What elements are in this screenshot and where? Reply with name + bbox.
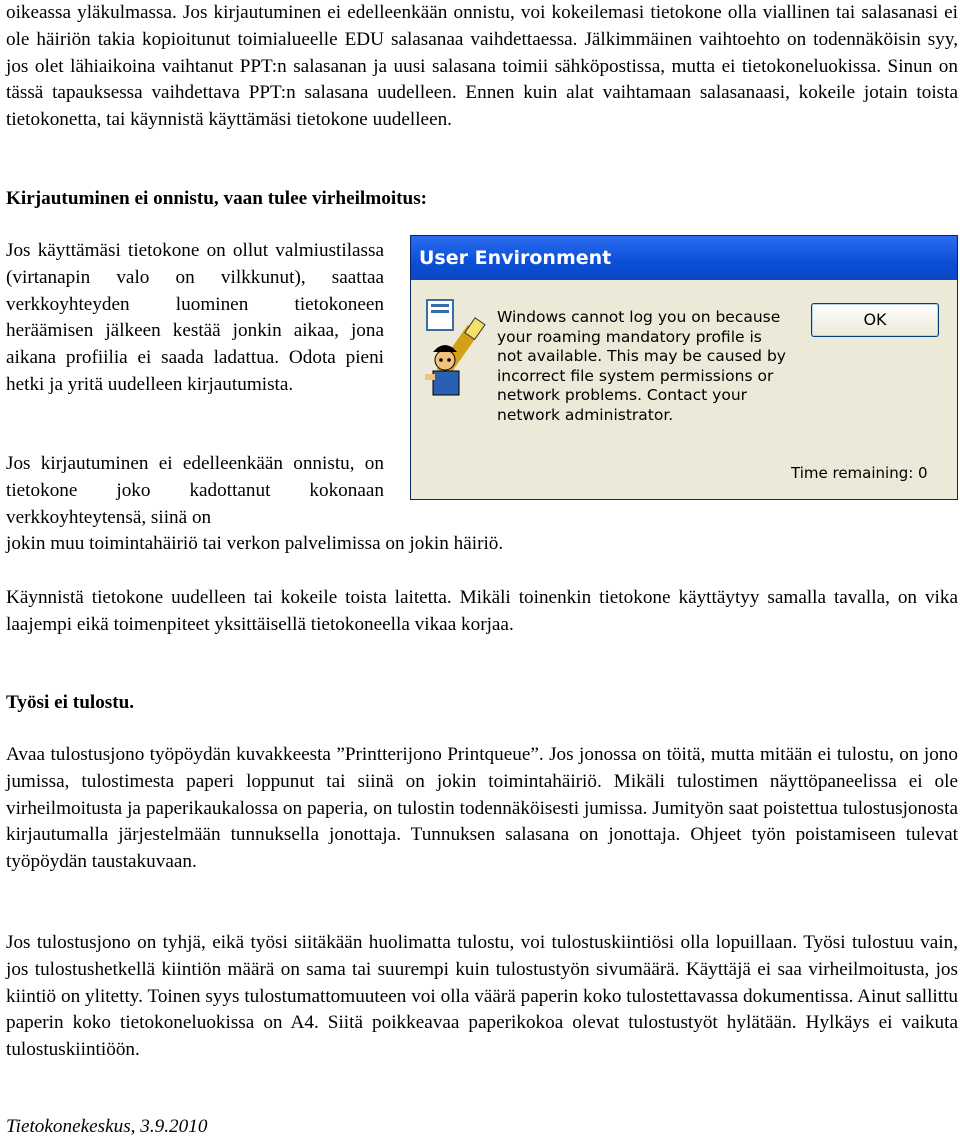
paragraph-intro: oikeassa yläkulmassa. Jos kirjautuminen ei edelleenkään onnistu, voi kokeilemasi tietokone olla viallinen tai salasanasi ei ole häiriön takia kopioitunut toimialueelle EDU salasanaa vaihdettaessa. Jälkimmäinen vaihtoehto on todennäköisin syy, jos olet lähiaikoina vaihtanut PPT:n salasanan ja uusi salasana toimii sähköpostissa, mutta ei tietokoneluokissa. Sinun on tässä tapauksessa vaihdettava PPT:n salasana uudelleen. Ennen kuin alat vaihtamaan salasanaasi, kokeile jotain toista tietokonetta, tai käynnistä käyttämäsi tietokone uudelleen. xyxy=(6,2,958,131)
paragraph-print-quota: Jos tulostusjono on tyhjä, eikä työsi siitäkään huolimatta tulostu, voi tulostuskiintiösi olla lopuillaan. Työsi tulostuu vain, jos tulostushetkellä kiintiön määrä on sama tai suurempi kuin tulostustyön sivumäärä. Käyttäjä ei saa virheilmoitusta, jos kiintiö on ylitetty. Toinen syys tulostumattomuuteen voi olla väärä paperin koko tulostettavassa dokumentissa. Ainut sallittu paperin koko tietokoneluokissa on A4. Siitä poikkeavaa paperikokoa olevat tulostustyöt hylätään. Hylkäys ei vaikuta tulostuskiintiöön. xyxy=(6,932,958,1061)
paragraph-print-queue: Avaa tulostusjono työpöydän kuvakkeesta ”Printterijono Printqueue”. Jos jonossa on töitä, mutta mitään ei tulostu, on jono jumissa, tulostimesta paperi loppunut tai siinä on jokin toimintahäiriö. Mikäli tulostimen näyttöpaneelissa ei ole virheilmoitusta ja paperikaukalossa on paperia, on tulostin todennäköisesti jumissa. Jumityön saat poistettua tulostusjonosta kirjautumalla järjestelmään tunnuksella jonottaja. Tunnuksen salasana on jonottaja. Ohjeet työn poistamiseen tulevat työpöydän taustakuvaan. xyxy=(6,744,958,873)
time-remaining: Time remaining: 0 xyxy=(791,464,928,482)
heading-login-error: Kirjautuminen ei onnistu, vaan tulee virheilmoitus: xyxy=(6,188,428,209)
heading-print-fails: Työsi ei tulostu. xyxy=(6,692,135,713)
dialog-message: Windows cannot log you on because your roaming mandatory profile is not available. This may be caused by incorrect file system permissions or network problems. Contact your network administrator. xyxy=(497,308,786,424)
paragraph-standby: Jos käyttämäsi tietokone on ollut valmiustilassa (virtanapin valo on vilkkunut), saattaa verkkoyhteyden luominen tietokoneen heräämisen jälkeen kestää jonkin aikaa, jona aikana profiilia ei saada ladattua. Odota pieni hetki ja yritä uudelleen kirjautumista. xyxy=(6,240,384,395)
paragraph-restart: Käynnistä tietokone uudelleen tai kokeile toista laitetta. Mikäli toinenkin tietokone käyttäytyy samalla tavalla, on vika laajempi eikä toimenpiteet yksittäisellä tietokoneella vikaa korjaa. xyxy=(6,587,958,635)
user-profile-error-icon xyxy=(423,294,493,404)
footer-text: Tietokonekeskus, 3.9.2010 xyxy=(6,1116,208,1137)
paragraph-still-fails-cont: jokin muu toimintahäiriö tai verkon palvelimissa on jokin häiriö. xyxy=(6,533,504,554)
user-environment-dialog xyxy=(410,235,958,500)
dialog-titlebar: User Environment xyxy=(411,236,957,280)
paragraph-still-fails: Jos kirjautuminen ei edelleenkään onnistu, on tietokone joko kadottanut kokonaan verkkoyhteytensä, siinä on xyxy=(6,453,384,528)
ok-button[interactable]: OK xyxy=(811,303,939,337)
